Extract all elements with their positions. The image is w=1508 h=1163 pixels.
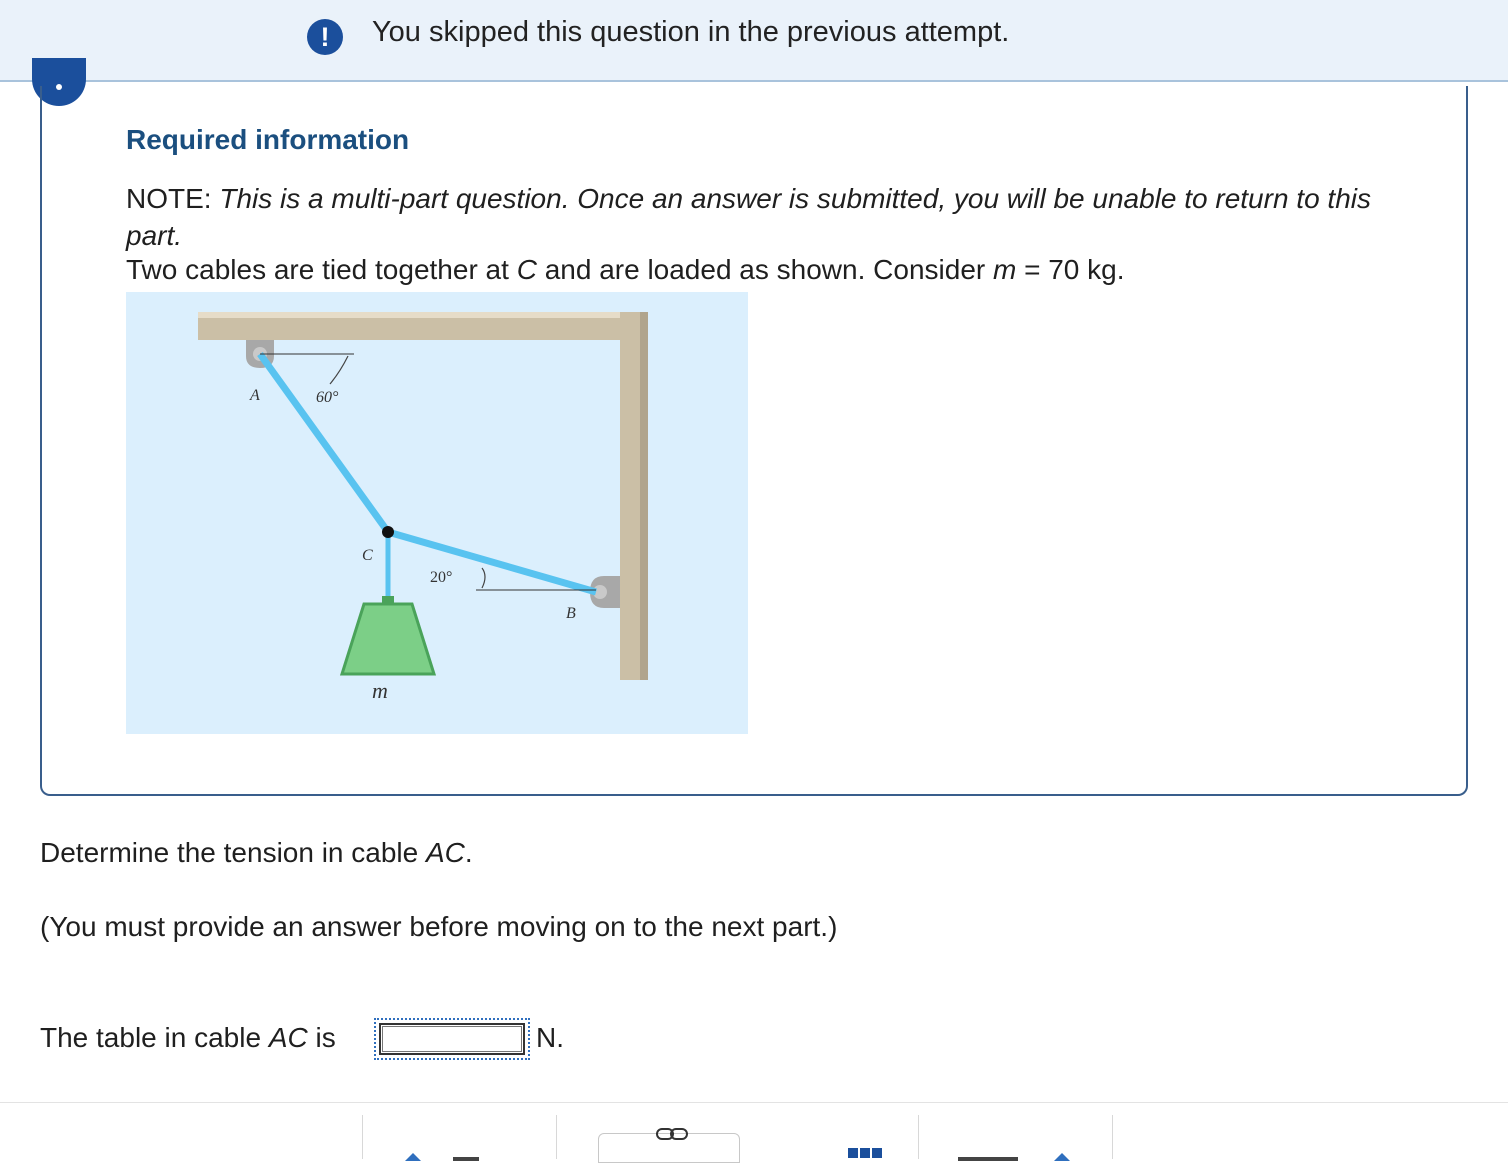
answer-cable: AC	[268, 1022, 308, 1053]
problem-mid: and are loaded as shown. Consider	[536, 254, 993, 285]
answer-unit: N.	[536, 1022, 564, 1053]
label-angle-b: 20°	[430, 569, 453, 586]
banner-message: You skipped this question in the previous attempt.	[372, 16, 1010, 48]
problem-var: m	[993, 254, 1017, 285]
skipped-banner	[0, 0, 1508, 82]
ceiling-beam-highlight	[198, 312, 648, 318]
link-icon	[655, 1125, 689, 1143]
footer-separator	[362, 1115, 363, 1159]
answer-prefix: The table in cable	[40, 1022, 269, 1053]
prompt-prefix: Determine the tension in cable	[40, 837, 426, 868]
exclamation-icon: !	[307, 19, 343, 55]
joint-c	[382, 526, 394, 538]
note-label: NOTE:	[126, 183, 212, 214]
answer-input-wrapper	[374, 1018, 530, 1060]
label-b: B	[566, 605, 576, 622]
angle-arc-b	[482, 568, 485, 588]
label-angle-a: 60°	[316, 389, 339, 406]
prev-button[interactable]	[405, 1149, 495, 1161]
next-button[interactable]	[958, 1149, 1078, 1161]
question-instruction: (You must provide an answer before moving on to the next part.)	[40, 911, 838, 942]
answer-suffix: is	[307, 1022, 336, 1053]
problem-prefix: Two cables are tied together at	[126, 254, 517, 285]
required-information-title: Required information	[126, 124, 410, 155]
cable-diagram	[126, 292, 748, 734]
label-m: m	[372, 678, 388, 703]
footer-nav	[0, 1102, 1508, 1157]
angle-arc-a	[330, 356, 348, 384]
problem-statement	[126, 254, 1125, 286]
label-c: C	[362, 547, 373, 564]
answer-label	[40, 1022, 336, 1054]
prompt-suffix: .	[464, 837, 473, 868]
footer-separator	[1112, 1115, 1113, 1159]
grid-icon[interactable]	[848, 1145, 886, 1159]
note-body: This is a multi-part question. Once an answer is submitted, you will be unable to return to this part.	[126, 183, 1372, 251]
cable-bc	[388, 532, 596, 592]
footer-separator	[556, 1115, 557, 1159]
question-prompt	[40, 837, 473, 869]
tension-answer-input[interactable]	[379, 1023, 525, 1055]
prompt-cable: AC	[426, 837, 465, 868]
note-text	[126, 180, 1386, 254]
label-a: A	[250, 387, 260, 404]
wall-beam-shade	[640, 312, 648, 680]
footer-separator	[918, 1115, 919, 1159]
mass-weight	[342, 604, 434, 674]
problem-point: C	[516, 254, 537, 285]
cable-ac	[260, 354, 388, 532]
problem-eq: = 70 kg.	[1016, 254, 1125, 285]
cable-diagram-svg	[126, 292, 748, 734]
